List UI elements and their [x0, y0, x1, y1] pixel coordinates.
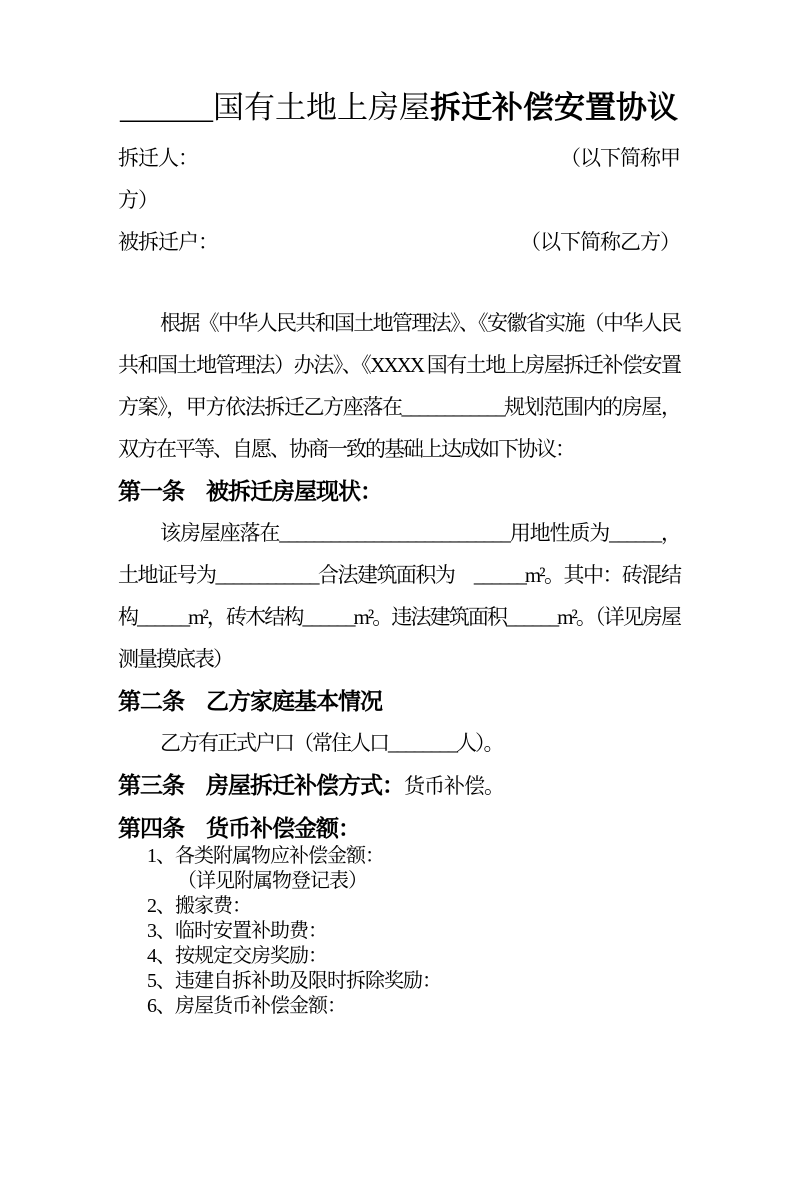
section-heading-article-3: [118, 764, 680, 807]
title-underline-blank: ______: [120, 90, 213, 125]
section-heading-article-1: 第一条 被拆迁房屋现状：: [118, 478, 382, 504]
party-label: 被拆迁户：: [118, 230, 218, 254]
party-alias: （以下简称甲: [560, 146, 680, 170]
document-page: [0, 84, 792, 1204]
document-title: [118, 84, 680, 132]
title-text: 国有土地上房屋: [213, 90, 430, 125]
list-item-5: 5、违建自拆补助及限时拆除奖励：: [147, 970, 441, 992]
title-text-bold: 拆迁补偿安置协议: [430, 90, 678, 125]
preamble-paragraph: 根据《中华人民共和国土地管理法》、《安徽省实施（中华人民共和国土地管理法）办法》、《XXXX 国有土地上房屋拆迁补偿安置方案》，甲方依法拆迁乙方座落在____________规划范围内的房屋，双方在平等、自愿、协商一致的基础上达成如下协议：: [118, 311, 680, 461]
section-body-article-1: 该房屋座落在___________________________用地性质为______，土地证号为____________合法建筑面积为 ______m²。其中：砖混结构______m²，砖木结构______m²。违法建筑面积______m²。（详见房屋测量摸底表）: [118, 521, 680, 671]
list-item-2: 2、搬家费：: [147, 895, 251, 917]
list-item-1: 1、各类附属物应补偿金额：: [147, 845, 384, 867]
list-item-1-note: （详见附属物登记表）: [177, 870, 367, 892]
section-heading-article-4: 第四条 货币补偿金额：: [118, 815, 360, 841]
list-item-6: 6、房屋货币补偿金额：: [147, 995, 346, 1017]
section-heading-article-2: 第二条 乙方家庭基本情况: [118, 688, 382, 714]
party-alias: （以下简称乙方）: [520, 230, 680, 254]
article-4-item-list: [147, 844, 680, 1019]
section-body-article-2: 乙方有正式户口（常住人口________人）。: [160, 731, 503, 755]
party-label: 拆迁人：: [118, 146, 198, 170]
party-line-demolisher: [118, 137, 680, 179]
party-line-demolisher-wrap: [118, 179, 680, 221]
party-label-continued: 方）: [118, 188, 158, 212]
article-3-inline-text: 货币补偿。: [404, 774, 504, 798]
party-line-demolished: [118, 221, 680, 263]
list-item-3: 3、临时安置补助费：: [147, 920, 327, 942]
article-3-heading-text: 第三条 房屋拆迁补偿方式：: [118, 772, 404, 798]
list-item-4: 4、按规定交房奖励：: [147, 945, 327, 967]
